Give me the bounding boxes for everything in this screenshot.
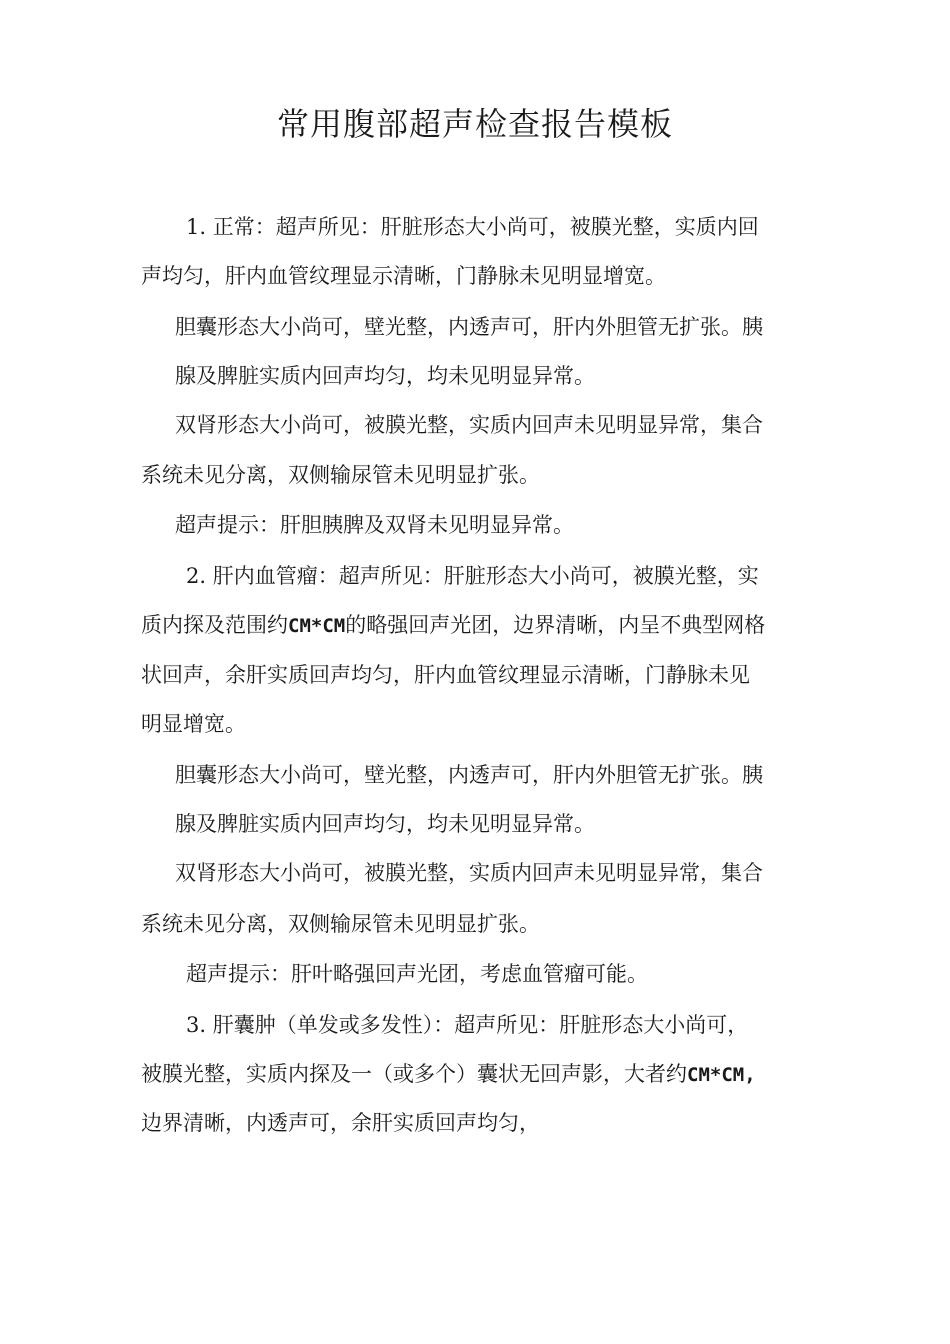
paragraph-line: 3. 肝囊肿（单发或多发性）：超声所见：肝脏形态大小尚可， bbox=[186, 1013, 749, 1037]
paragraph-line: 双肾形态大小尚可，被膜光整，实质内回声未见明显异常，集合 bbox=[175, 861, 763, 885]
paragraph-line bbox=[141, 1059, 756, 1090]
paragraph-line: 腺及脾脏实质内回声均匀，均未见明显异常。 bbox=[175, 812, 595, 836]
measurement-placeholder: CM*CM bbox=[288, 615, 346, 637]
paragraph-line: 超声提示：肝胆胰脾及双肾未见明显异常。 bbox=[175, 513, 574, 537]
paragraph-line: 明显增宽。 bbox=[141, 712, 246, 736]
text-run: 的略强回声光团，边界清晰，内呈不典型网格 bbox=[345, 613, 766, 637]
document-title: 常用腹部超声检查报告模板 bbox=[276, 105, 673, 143]
paragraph-line: 双肾形态大小尚可，被膜光整，实质内回声未见明显异常，集合 bbox=[175, 413, 763, 437]
paragraph-line: 超声提示：肝叶略强回声光团，考虑血管瘤可能。 bbox=[186, 962, 648, 986]
text-run: 被膜光整，实质内探及一（或多个）囊状无回声影，大者约 bbox=[141, 1062, 687, 1086]
paragraph-line: 胆囊形态大小尚可，壁光整，内透声可，肝内外胆管无扩张。胰 bbox=[175, 763, 763, 787]
measurement-placeholder: CM*CM, bbox=[687, 1064, 756, 1086]
paragraph-line: 声均匀，肝内血管纹理显示清晰，门静脉未见明显增宽。 bbox=[141, 264, 666, 288]
paragraph-line: 状回声，余肝实质回声均匀，肝内血管纹理显示清晰，门静脉未见 bbox=[141, 663, 750, 687]
paragraph-line: 2. 肝内血管瘤：超声所见：肝脏形态大小尚可，被膜光整，实 bbox=[186, 564, 759, 588]
paragraph-line: 边界清晰，内透声可，余肝实质回声均匀， bbox=[141, 1111, 540, 1135]
paragraph-line: 系统未见分离，双侧输尿管未见明显扩张。 bbox=[141, 463, 540, 487]
text-run: 质内探及范围约 bbox=[141, 613, 288, 637]
paragraph-line: 腺及脾脏实质内回声均匀，均未见明显异常。 bbox=[175, 364, 595, 388]
paragraph-line: 1. 正常：超声所见：肝脏形态大小尚可，被膜光整，实质内回 bbox=[186, 215, 759, 239]
paragraph-line bbox=[141, 610, 765, 641]
paragraph-line: 胆囊形态大小尚可，壁光整，内透声可，肝内外胆管无扩张。胰 bbox=[175, 315, 763, 339]
paragraph-line: 系统未见分离，双侧输尿管未见明显扩张。 bbox=[141, 912, 540, 936]
